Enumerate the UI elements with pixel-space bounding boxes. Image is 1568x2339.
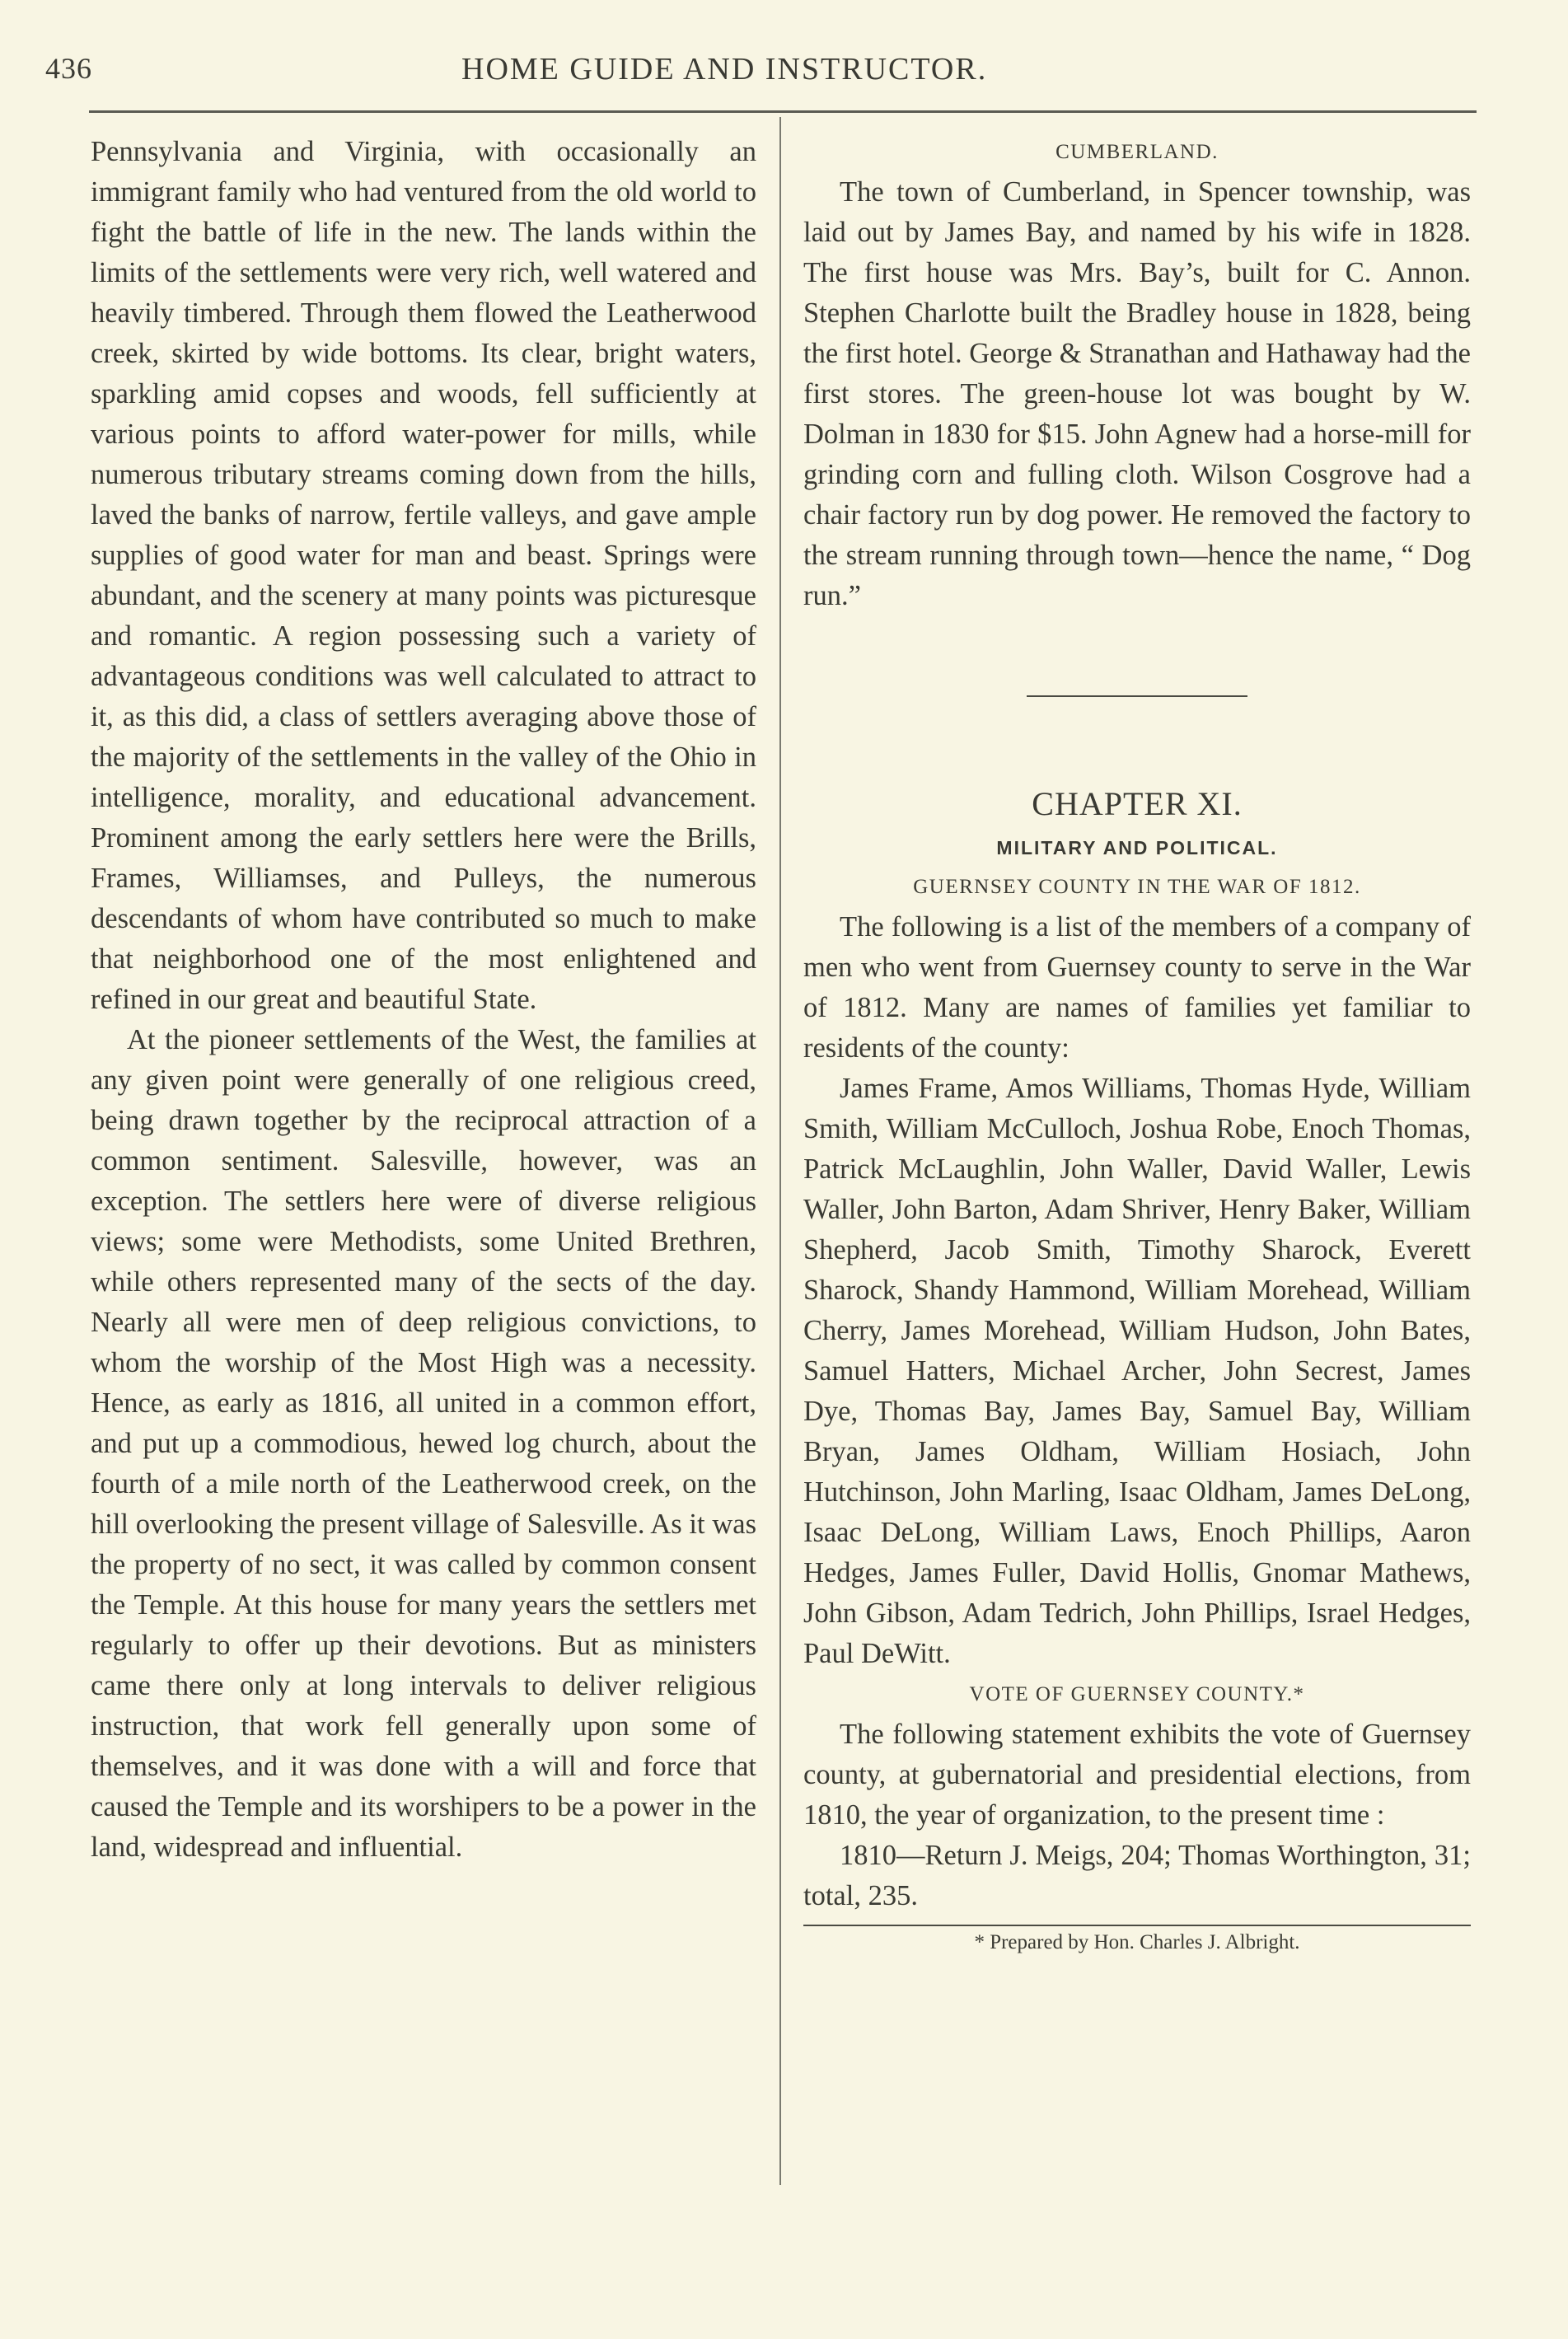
paragraph-vote-intro: The following statement exhibits the vote of Guernsey county, at gubernatorial and presidential elections, from 1810, the year of organization, to the present time : [803, 1719, 1471, 1831]
spacer [803, 616, 1471, 695]
chapter-title: CHAPTER XI. [1032, 785, 1243, 822]
left-column [91, 132, 756, 1868]
section-heading-vote: VOTE OF GUERNSEY COUNTY.* [969, 1683, 1305, 1705]
column-divider [779, 117, 781, 2185]
right-column [803, 132, 1471, 1959]
vote-entry-1810: 1810—Return J. Meigs, 204; Thomas Worthington, 31; total, 235. [803, 1840, 1471, 1911]
paragraph-salesville-settlers: Pennsylvania and Virginia, with occasionally an immigrant family who had ventured from the old world to fight the battle of life in the new. The lands within the limits of the settlements were very rich, well watered and heavily timbered. Through them flowed the Leatherwood creek, skirted by wide bottoms. Its clear, bright waters, sparkling amid copses and woods, fell sufficiently at various points to afford water-power for mills, while numerous tributary streams coming down from the hills, laved the banks of narrow, fertile valleys, and gave ample supplies of good water for man and beast. Springs were abundant, and the scenery at many points was picturesque and romantic. A region possessing such a variety of advantageous conditions was well calculated to attract to it, as this did, a class of settlers averaging above those of the majority of the settlements in the valley of the Ohio in intelligence, morality, and educational advancement. Prominent among the early settlers here were the Brills, Frames, Williamses, and Pulleys, the numerous descendants of whom have contributed so much to make that neighborhood one of the most enlightened and refined in our great and beautiful State. [91, 136, 756, 1015]
spacer [803, 697, 1471, 779]
header-rule [89, 110, 1477, 113]
section-heading-war-1812: GUERNSEY COUNTY IN THE WAR OF 1812. [913, 876, 1361, 898]
paragraph-cumberland: The town of Cumberland, in Spencer township, was laid out by James Bay, and named by his wife in 1828. The first house was Mrs. Bay’s, built for C. Annon. Stephen Charlotte built the Bradley house in 1828, being the first hotel. George & Stranathan and Hathaway had the first stores. The green-house lot was bought by W. Dolman in 1830 for $15. John Agnew had a horse-mill for grinding corn and fulling cloth. Wilson Cosgrove had a chair factory run by dog power. He removed the factory to the stream running through town—hence the name, “ Dog run.” [803, 176, 1471, 611]
running-title: HOME GUIDE AND INSTRUCTOR. [461, 52, 988, 87]
spacer [803, 1916, 1471, 1925]
paragraph-temple: At the pioneer settlements of the West, the families at any given point were generally of one religious creed, being drawn together by the reciprocal attraction of a common sentiment. Salesville, however, was an exception. The settlers here were of diverse religious views; some were Methodists, some United Brethren, while others represented many of the sects of the day. Nearly all were men of deep religious convictions, to whom the worship of the Most High was a necessity. Hence, as early as 1816, all united in a common effort, and put up a commodious, hewed log church, about the fourth of a mile north of the Leatherwood creek, on the hill overlooking the present village of Salesville. As it was the property of no sect, it was called by common consent the Temple. At this house for many years the settlers met regularly to offer up their devotions. But as ministers came there only at long intervals to deliver religious instruction, that work fell generally upon some of themselves, and it was done with a will and force that caused the Temple and its worshipers to be a power in the land, widespread and influential. [91, 1024, 756, 1863]
page-number: 436 [45, 52, 92, 85]
paragraph-war-1812-intro: The following is a list of the members of a company of men who went from Guernsey county to serve in the War of 1812. Many are names of families yet familiar to residents of the county: [803, 911, 1471, 1064]
chapter-subtitle: MILITARY AND POLITICAL. [996, 837, 1278, 858]
footnote: * Prepared by Hon. Charles J. Albright. [974, 1931, 1300, 1953]
list-war-1812-names: James Frame, Amos Williams, Thomas Hyde, William Smith, William McCulloch, Joshua Robe, Enoch Thomas, Patrick McLaughlin, John Waller, David Waller, Lewis Waller, John Barton, Adam Shriver, Henry Baker, William Shepherd, Jacob Smith, Timothy Sharock, Everett Sharock, Shandy Hammond, William Morehead, William Cherry, James Morehead, William Hudson, John Bates, Samuel Hatters, Michael Archer, John Secrest, James Dye, Thomas Bay, James Bay, Samuel Bay, William Bryan, James Oldham, William Hosiach, John Hutchinson, John Marling, Isaac Oldham, James DeLong, Isaac DeLong, William Laws, Enoch Phillips, Aaron Hedges, James Fuller, David Hollis, Gnomar Mathews, John Gibson, Adam Tedrich, John Phillips, Israel Hedges, Paul DeWitt. [803, 1073, 1471, 1669]
section-heading-cumberland: CUMBERLAND. [1055, 141, 1219, 163]
